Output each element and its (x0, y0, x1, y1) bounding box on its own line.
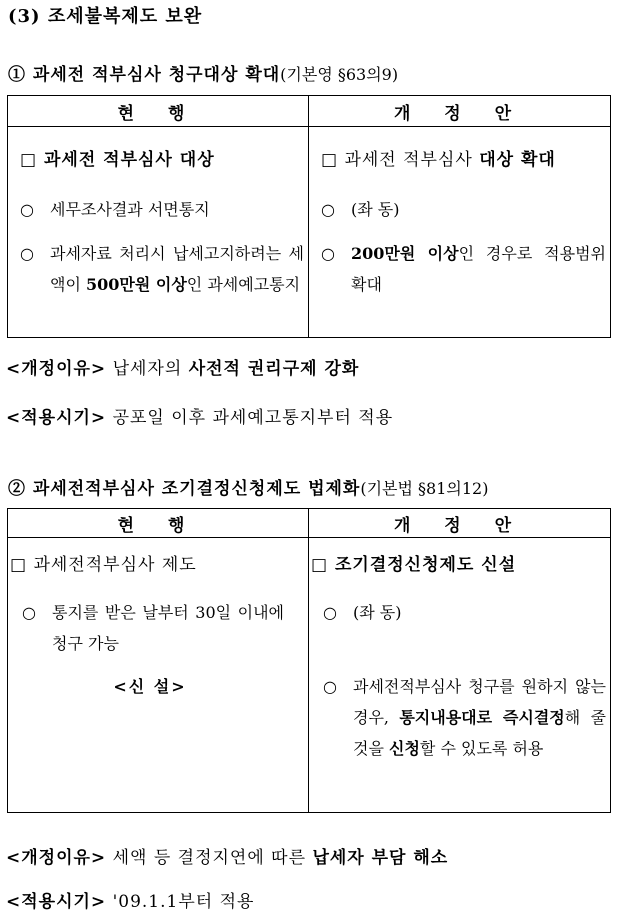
item2-title-text: ② 과세전적부심사 조기결정신청제도 법제화 (8, 479, 361, 499)
item1-current-b2-text (50, 238, 304, 300)
item2-revised-b2-text (353, 671, 606, 764)
bullet-mark: ○ (323, 677, 337, 696)
bullet-mark: ○ (323, 603, 337, 622)
item2-current-heading: □ 과세전적부심사 제도 (10, 555, 197, 575)
item1-current-heading: □ 과세전 적부심사 대상 (20, 150, 215, 170)
item1-current-cell (8, 127, 309, 338)
bold-text: 신청 (389, 739, 420, 758)
item1-current-bullet1 (20, 194, 304, 225)
item1-title (8, 60, 398, 85)
apply-label: <적용시기> (6, 408, 107, 428)
bullet-mark: ○ (20, 200, 34, 219)
item2-col-revised: 개 정 안 (309, 509, 611, 538)
text: 공포일 이후 과세예고통지부터 적용 (106, 408, 394, 428)
item1-revised-cell (309, 127, 611, 338)
text: 납세자의 (106, 359, 189, 379)
text: 과세전적부심사 청구를 원하지 않는 경우, (353, 677, 606, 727)
reason-label: <개정이유> (6, 848, 107, 868)
item2-col-current: 현 행 (8, 509, 309, 538)
item2-ref: (기본법 §81의12) (360, 479, 489, 498)
bold-text: 납세자 부담 해소 (312, 848, 449, 868)
item1-col-current: 현 행 (8, 96, 309, 127)
bold-text: 500만원 이상 (86, 275, 187, 294)
item1-revised-b2-text (351, 238, 606, 300)
item2-revised-cell (309, 538, 611, 813)
item2-revised-bullet1 (311, 597, 606, 628)
item1-revised-bullet1 (321, 194, 606, 225)
item1-current-bullet2 (20, 238, 304, 300)
text: 인 경우로 적용범위 확대 (351, 244, 606, 294)
item2-new-label: <신 설> (113, 677, 187, 696)
text: '09.1.1부터 적용 (106, 892, 255, 912)
text: 해 줄 것을 (353, 708, 606, 758)
item1-revised-bullet2 (321, 238, 606, 300)
item1-comparison-table (7, 95, 611, 338)
item1-revised-b1-text: (좌 동) (351, 200, 400, 219)
apply-label: <적용시기> (6, 892, 107, 912)
text: 세액 등 결정지연에 따른 (106, 848, 313, 868)
text: 과세자료 처리시 납세고지하려는 세액이 (50, 244, 304, 294)
bold-text: 통지내용대로 즉시결정 (399, 708, 565, 727)
item1-apply (6, 403, 393, 428)
item2-current-bullet1 (10, 597, 304, 659)
item2-title (8, 474, 488, 499)
item2-revised-b1-text: (좌 동) (353, 603, 402, 622)
bullet-mark: ○ (321, 244, 335, 263)
item2-revised-bullet2 (311, 671, 606, 764)
item1-reason (6, 354, 359, 379)
bold-text: 사전적 권리구제 강화 (188, 359, 360, 379)
text: □ 과세전 적부심사 (321, 150, 480, 170)
bullet-mark: ○ (20, 244, 34, 263)
item2-revised-heading: □ 조기결정신청제도 신설 (311, 555, 517, 575)
item2-current-b1-text: 통지를 받은 날부터 30일 이내에 청구 가능 (52, 603, 284, 653)
item1-revised-heading (321, 145, 606, 176)
item1-current-b1-text: 세무조사결과 서면통지 (50, 200, 210, 219)
item1-ref: (기본영 §63의9) (280, 65, 399, 84)
section-title: (3) 조세불복제도 보완 (8, 6, 203, 27)
bullet-mark: ○ (321, 200, 335, 219)
bold-text: 200만원 이상 (351, 244, 459, 263)
text: 인 과세예고통지 (186, 275, 301, 294)
bullet-mark: ○ (22, 603, 36, 622)
item1-col-revised: 개 정 안 (309, 96, 611, 127)
bold-text: 대상 확대 (479, 150, 556, 170)
item2-comparison-table (7, 508, 611, 813)
reason-label: <개정이유> (6, 359, 107, 379)
item2-reason (6, 843, 448, 868)
item1-title-text: ① 과세전 적부심사 청구대상 확대 (8, 65, 281, 85)
text: 할 수 있도록 허용 (419, 739, 544, 758)
item2-apply (6, 887, 254, 912)
item2-current-cell (8, 538, 309, 813)
